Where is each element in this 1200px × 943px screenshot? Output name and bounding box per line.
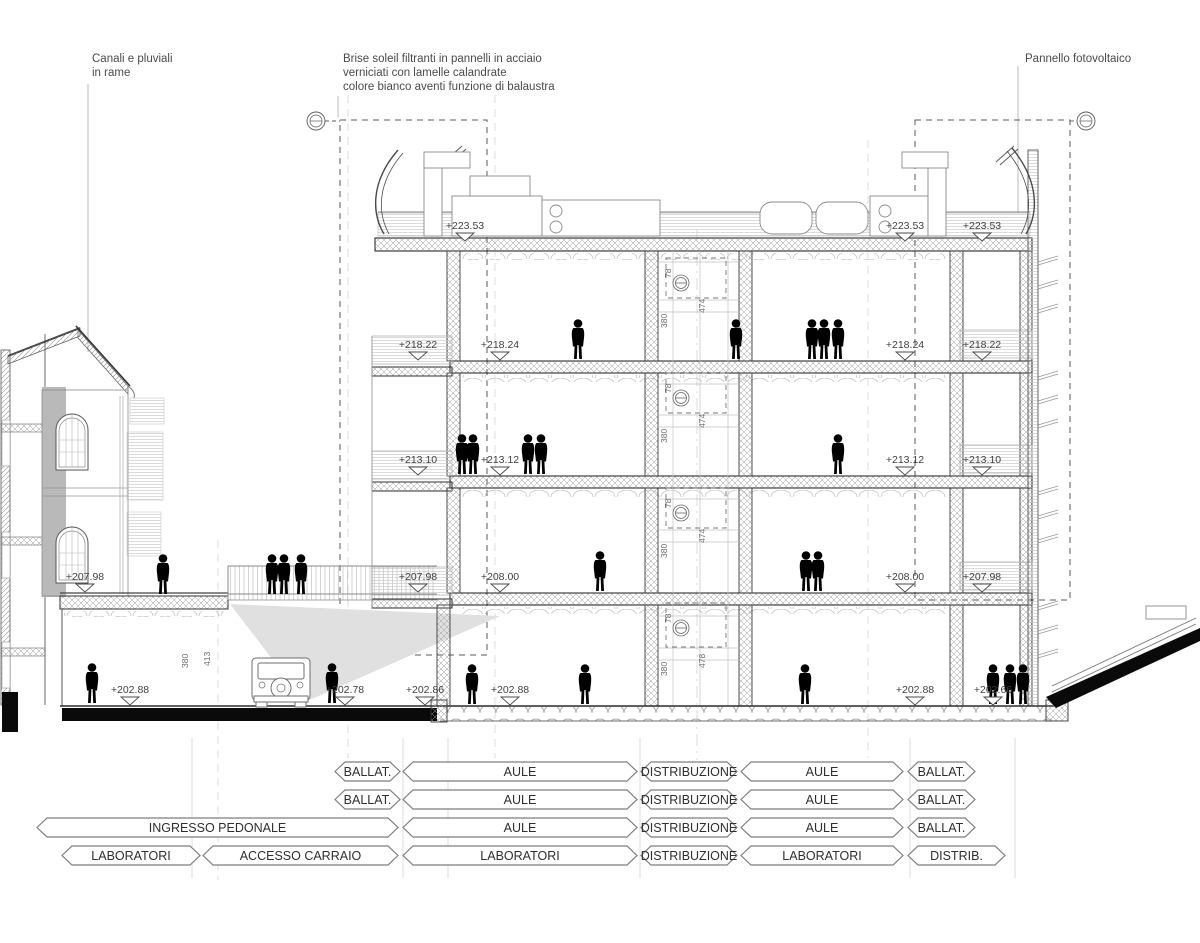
svg-text:AULE: AULE xyxy=(805,793,839,807)
svg-text:AULE: AULE xyxy=(503,821,537,835)
slab-floor2 xyxy=(450,476,1032,488)
svg-text:BALLAT.: BALLAT. xyxy=(917,765,966,779)
level-label: +213.10 xyxy=(962,454,1002,466)
person-figure xyxy=(594,551,606,591)
program-band-cell xyxy=(37,818,398,837)
arched-window-upper xyxy=(56,414,88,470)
level-label: +202.88 xyxy=(490,684,530,696)
svg-text:380: 380 xyxy=(180,653,190,668)
car-front xyxy=(252,658,310,707)
svg-text:LABORATORI: LABORATORI xyxy=(782,849,862,863)
person-figure xyxy=(522,434,534,474)
level-label: +207.98 xyxy=(398,571,438,583)
person-figure xyxy=(579,664,591,704)
balcony-slab-floor3 xyxy=(372,367,452,376)
slab-floor3 xyxy=(450,361,1032,373)
program-band-cell xyxy=(908,818,975,837)
person-figure xyxy=(800,551,812,591)
person-figure xyxy=(467,434,479,474)
program-band-cell xyxy=(403,846,637,865)
svg-text:78: 78 xyxy=(663,613,673,623)
annotation-brise-line1: Brise soleil filtranti in pannelli in acciaio xyxy=(343,53,542,65)
person-figure xyxy=(832,434,844,474)
person-figure xyxy=(812,551,824,591)
svg-text:DISTRIBUZIONE: DISTRIBUZIONE xyxy=(640,793,738,807)
duct-elbow-left xyxy=(424,160,442,236)
svg-text:78: 78 xyxy=(663,498,673,508)
level-label: +223.53 xyxy=(445,220,485,232)
program-band-row xyxy=(62,846,1005,865)
level-label: +207.98 xyxy=(962,571,1002,583)
level-label: +218.24 xyxy=(480,339,520,351)
svg-text:380: 380 xyxy=(659,543,669,558)
svg-text:BALLAT.: BALLAT. xyxy=(343,765,392,779)
program-bands xyxy=(37,762,1005,865)
person-figure xyxy=(832,319,844,359)
level-label: +202.88 xyxy=(895,684,935,696)
program-band-cell xyxy=(335,790,400,809)
level-label: +218.24 xyxy=(885,339,925,351)
program-band-row xyxy=(335,762,975,781)
program-band-cell xyxy=(741,790,903,809)
shaft-detail-tags xyxy=(673,275,689,636)
program-band-cell xyxy=(403,790,637,809)
roof-slab xyxy=(375,238,1032,251)
svg-text:LABORATORI: LABORATORI xyxy=(480,849,560,863)
person-figure xyxy=(818,319,830,359)
shaft-detail-boxes xyxy=(666,258,726,647)
level-label: +218.22 xyxy=(398,339,438,351)
level-label: +207.98 xyxy=(65,571,105,583)
program-band-cell xyxy=(403,818,637,837)
level-label: +223.53 xyxy=(885,220,925,232)
slab-floor1 xyxy=(450,593,1032,605)
program-band-cell xyxy=(908,762,975,781)
svg-text:474: 474 xyxy=(697,413,707,428)
program-band-cell xyxy=(62,846,200,865)
svg-text:AULE: AULE xyxy=(805,765,839,779)
svg-text:380: 380 xyxy=(659,428,669,443)
svg-text:DISTRIB.: DISTRIB. xyxy=(930,849,983,863)
level-label: +202.66 xyxy=(973,684,1013,696)
svg-text:LABORATORI: LABORATORI xyxy=(91,849,171,863)
program-band-cell xyxy=(908,790,975,809)
svg-text:BALLAT.: BALLAT. xyxy=(343,793,392,807)
program-band-cell xyxy=(641,790,738,809)
level-label: +202.86 xyxy=(405,684,445,696)
right-facade-louver xyxy=(1028,150,1058,706)
annotation-pannello-text: Pannello fotovoltaico xyxy=(1025,53,1132,65)
gutter xyxy=(128,386,134,398)
program-band-cell xyxy=(741,818,903,837)
program-band-cell xyxy=(641,846,738,865)
retaining-wall xyxy=(2,692,18,732)
annotation-brise-line2: verniciati con lamelle calandrate xyxy=(343,67,507,79)
person-figure xyxy=(799,664,811,704)
foundation-scallop xyxy=(440,707,1052,721)
level-label: +202.88 xyxy=(110,684,150,696)
person-figure xyxy=(86,663,98,703)
terrain-step xyxy=(1146,606,1186,619)
svg-text:380: 380 xyxy=(659,661,669,676)
svg-text:78: 78 xyxy=(663,268,673,278)
svg-text:INGRESSO PEDONALE: INGRESSO PEDONALE xyxy=(148,821,287,835)
person-figure xyxy=(535,434,547,474)
duct-elbow-right xyxy=(928,160,946,236)
existing-building xyxy=(1,326,164,705)
program-band-cell xyxy=(741,846,903,865)
annotation-brise-line3: colore bianco aventi funzione di balaustra xyxy=(343,81,555,93)
level-label: +213.12 xyxy=(480,454,520,466)
program-band-cell xyxy=(335,762,400,781)
svg-text:78: 78 xyxy=(663,383,673,393)
svg-text:BALLAT.: BALLAT. xyxy=(917,793,966,807)
program-band-cell xyxy=(203,846,398,865)
terrain-slope xyxy=(1046,628,1200,708)
svg-text:478: 478 xyxy=(697,653,707,668)
level-label: +213.10 xyxy=(398,454,438,466)
level-label: +218.22 xyxy=(962,339,1002,351)
svg-text:DISTRIBUZIONE: DISTRIBUZIONE xyxy=(640,765,738,779)
level-label: +202.78 xyxy=(325,684,365,696)
ground-cut-left xyxy=(62,708,437,721)
svg-text:413: 413 xyxy=(202,651,212,666)
level-label: +223.53 xyxy=(962,220,1002,232)
person-figure xyxy=(572,319,584,359)
level-label: +208.00 xyxy=(480,571,520,583)
svg-text:BALLAT.: BALLAT. xyxy=(917,821,966,835)
balcony-slab-floor2 xyxy=(372,482,452,491)
person-figure xyxy=(806,319,818,359)
svg-text:AULE: AULE xyxy=(805,821,839,835)
annotation-brise xyxy=(338,53,555,117)
svg-text:DISTRIBUZIONE: DISTRIBUZIONE xyxy=(640,849,738,863)
svg-text:380: 380 xyxy=(659,313,669,328)
annotation-canali xyxy=(88,53,173,352)
person-figure xyxy=(157,554,169,594)
annotation-canali-line2: in rame xyxy=(92,67,131,79)
program-band-cell xyxy=(741,762,903,781)
program-band-row xyxy=(335,790,975,809)
program-band-cell xyxy=(908,846,1005,865)
svg-text:ACCESSO CARRAIO: ACCESSO CARRAIO xyxy=(239,849,362,863)
duct-right-2 xyxy=(816,202,868,234)
svg-text:474: 474 xyxy=(697,528,707,543)
annotation-canali-line1: Canali e pluviali xyxy=(92,53,173,65)
svg-text:AULE: AULE xyxy=(503,793,537,807)
program-band-row xyxy=(37,818,975,837)
program-band-cell xyxy=(641,818,738,837)
duct-right-1 xyxy=(760,202,812,234)
level-label: +208.00 xyxy=(885,571,925,583)
program-band-cell xyxy=(641,762,738,781)
program-band-cell xyxy=(403,762,637,781)
svg-text:AULE: AULE xyxy=(503,765,537,779)
level-label: +213.12 xyxy=(885,454,925,466)
svg-text:DISTRIBUZIONE: DISTRIBUZIONE xyxy=(640,821,738,835)
svg-text:474: 474 xyxy=(697,298,707,313)
person-figure xyxy=(466,664,478,704)
